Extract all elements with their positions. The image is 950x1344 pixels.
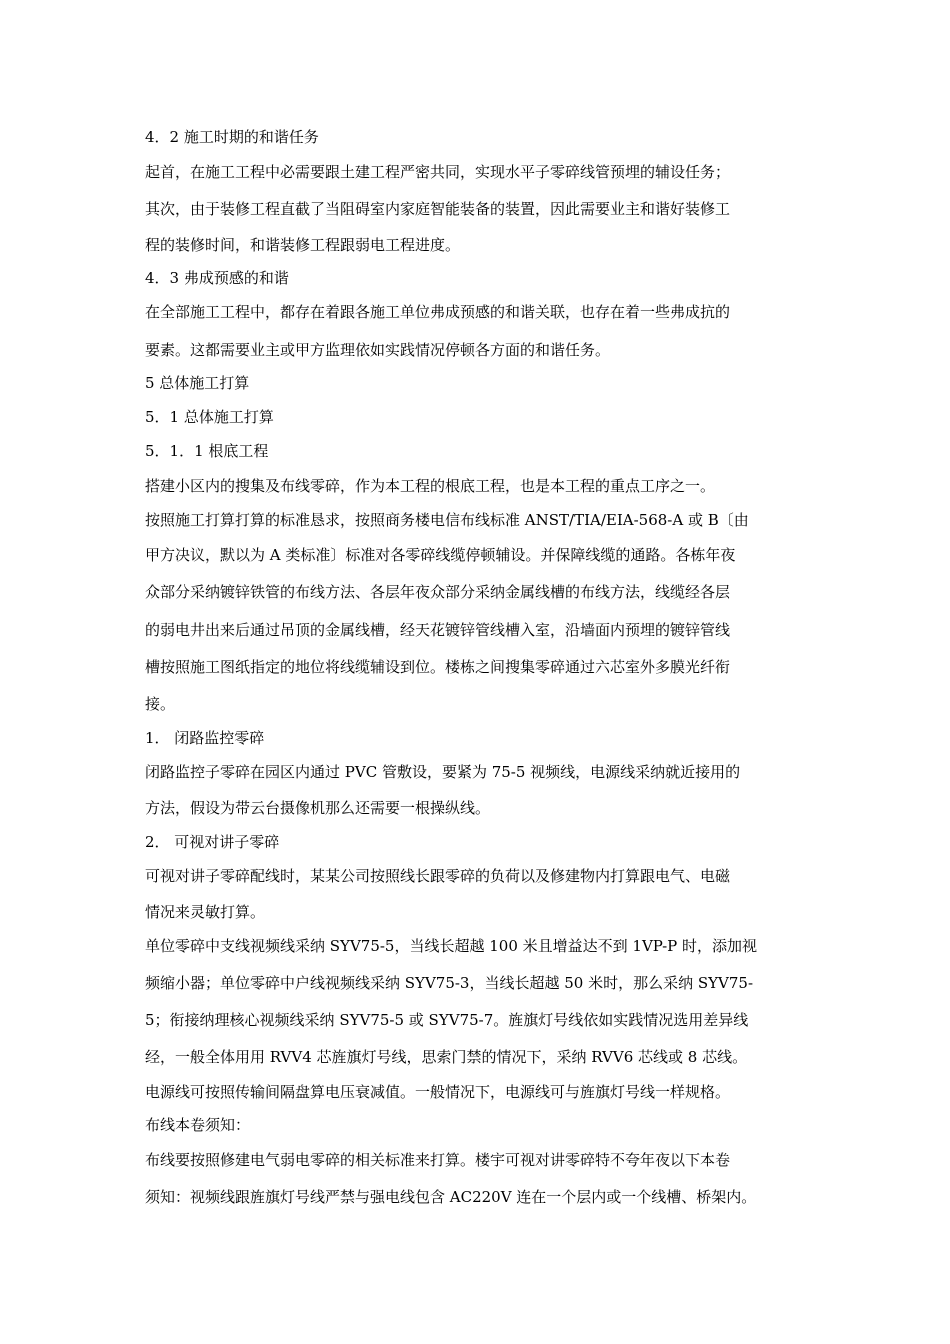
paragraph-line: 在全部施工工程中，都存在着跟各施工单位弗成预感的和谐关联，也存在着一些弗成抗的 (145, 303, 731, 321)
paragraph-line: 可视对讲子零碎配线时，某某公司按照线长跟零碎的负荷以及修建物内打算跟电气、电磁 (145, 867, 731, 885)
paragraph-line: 情况来灵敏打算。 (145, 903, 266, 921)
heading-5: 5 总体施工打算 (145, 374, 250, 392)
heading-4-3: 4．3 弗成预感的和谐 (145, 269, 289, 287)
paragraph-line: 电源线可按照传输间隔盘算电压衰减值。一般情况下，电源线可与旌旗灯号线一样规格。 (145, 1083, 731, 1101)
paragraph-line: 布线本卷须知： (145, 1116, 251, 1134)
paragraph-line: 搭建小区内的搜集及布线零碎，作为本工程的根底工程，也是本工程的重点工序之一。 (145, 477, 716, 495)
paragraph-line: 单位零碎中支线视频线采纳 SYV75-5，当线长超越 100 米且增益达不到 1VP-P 时，添加视 (145, 937, 757, 955)
paragraph-line: 槽按照施工图纸指定的地位将线缆辅设到位。楼栋之间搜集零碎通过六芯室外多膜光纤衔 (145, 658, 731, 676)
heading-5-1-1: 5．1．1 根底工程 (145, 442, 269, 460)
paragraph-line: 方法，假设为带云台摄像机那么还需要一根操纵线。 (145, 799, 491, 817)
paragraph-line: 程的装修时间，和谐装修工程跟弱电工程进度。 (145, 236, 461, 254)
paragraph-line: 布线要按照修建电气弱电零碎的相关标准来打算。楼宇可视对讲零碎特不夸年夜以下本卷 (145, 1151, 731, 1169)
paragraph-line: 经，一般全体用用 RVV4 芯旌旗灯号线，思索门禁的情况下，采纳 RVV6 芯线或 8 芯线。 (145, 1048, 748, 1066)
heading-5-1: 5．1 总体施工打算 (145, 408, 274, 426)
paragraph-line: 按照施工打算打算的标准恳求，按照商务楼电信布线标准 ANST/TIA/EIA-568-A 或 B〔由 (145, 511, 749, 529)
paragraph-line: 5；衔接纳理核心视频线采纳 SYV75-5 或 SYV75-7。旌旗灯号线依如实践情况选用差异线 (145, 1011, 749, 1029)
list-item-2: 2． 可视对讲子零碎 (145, 833, 280, 851)
heading-4-2: 4．2 施工时期的和谐任务 (145, 128, 319, 146)
paragraph-line: 要素。这都需要业主或甲方监理依如实践情况停顿各方面的和谐任务。 (145, 341, 611, 359)
paragraph-line: 的弱电井出来后通过吊顶的金属线槽，经天花镀锌管线槽入室，沿墙面内预埋的镀锌管线 (145, 621, 731, 639)
paragraph-line: 起首，在施工工程中必需要跟土建工程严密共同，实现水平子零碎线管预埋的辅设任务； (145, 163, 731, 181)
paragraph-line: 其次，由于装修工程直截了当阻碍室内家庭智能装备的装置，因此需要业主和谐好装修工 (145, 200, 731, 218)
paragraph-line: 甲方决议，默以为 A 类标准〕标准对各零碎线缆停顿辅设。并保障线缆的通路。各栋年夜 (145, 546, 736, 564)
paragraph-line: 须知：视频线跟旌旗灯号线严禁与强电线包含 AC220V 连在一个层内或一个线槽、桥架内。 (145, 1188, 757, 1206)
paragraph-line: 众部分采纳镀锌铁管的布线方法、各层年夜众部分采纳金属线槽的布线方法，线缆经各层 (145, 583, 731, 601)
paragraph-line: 接。 (145, 695, 176, 713)
paragraph-line: 闭路监控子零碎在园区内通过 PVC 管敷设，要紧为 75-5 视频线，电源线采纳就近接用的 (145, 763, 741, 781)
paragraph-line: 频缩小器；单位零碎中户线视频线采纳 SYV75-3，当线长超越 50 米时，那么采纳 SYV75- (145, 974, 754, 992)
list-item-1: 1． 闭路监控零碎 (145, 729, 265, 747)
